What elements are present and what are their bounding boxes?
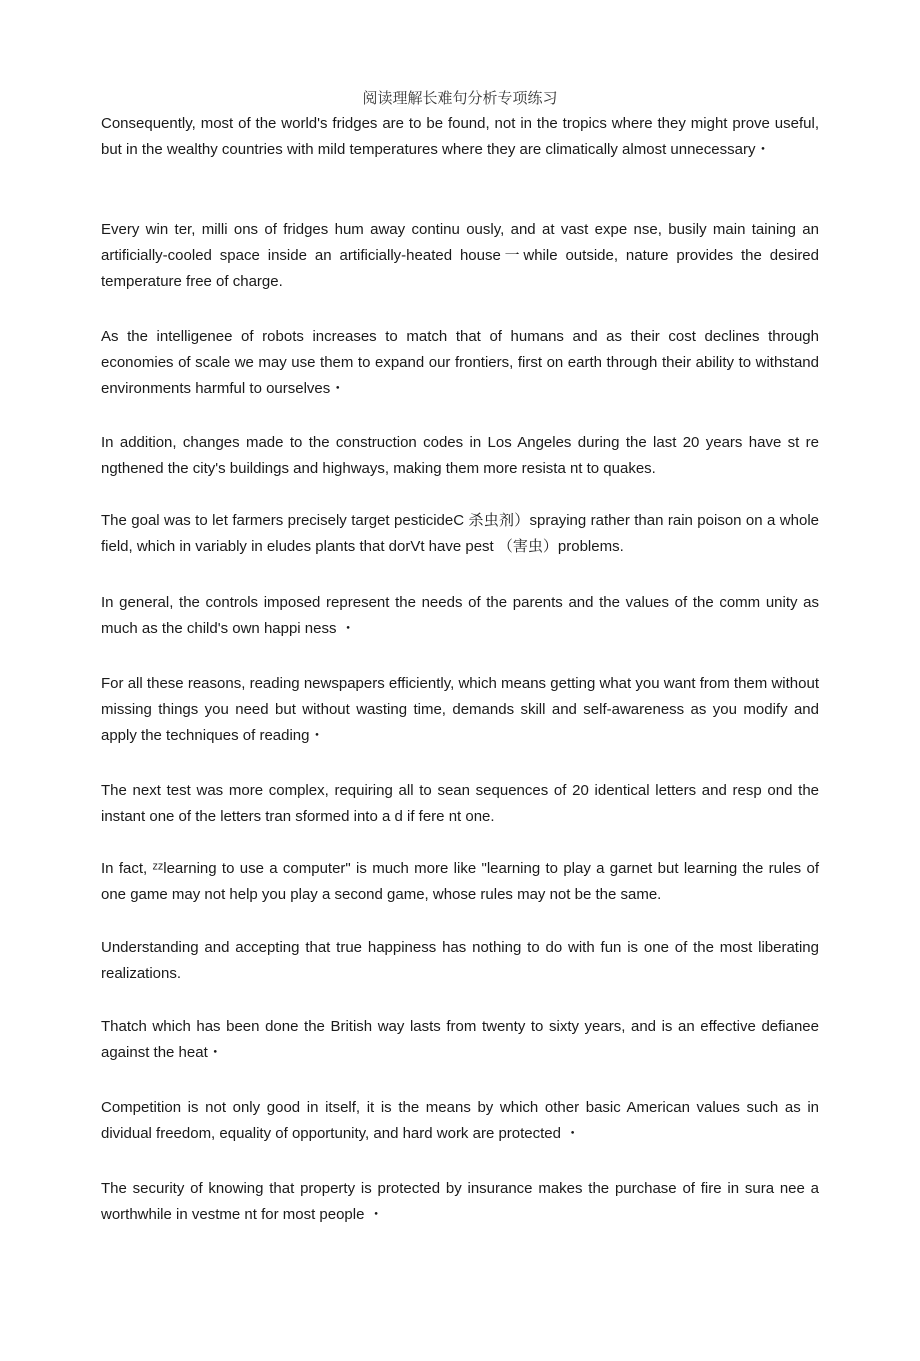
paragraph-4: In addition, changes made to the construction codes in Los Angeles during the last 20 years have st re ngthened the city's buildings and highways, making them more resista nt to quakes. <box>101 434 819 477</box>
paragraph-7: For all these reasons, reading newspapers efficiently, which means getting what you want from them without missing things you need but without wasting time, demands skill and self-awareness as you modify and apply the techniques of reading・ <box>101 675 819 744</box>
paragraph-1: Consequently, most of the world's fridges are to be found, not in the tropics where they might prove useful, but in the wealthy countries with mild temperatures where they are climatically almost unnecessary・ <box>101 115 819 158</box>
paragraph-12: Competition is not only good in itself, it is the means by which other basic American values such as in dividual freedom, equality of opportunity, and hard work are protected ・ <box>101 1099 819 1142</box>
paragraph-9: In fact, ᶻᶻlearning to use a computer" is much more like "learning to play a garnet but learning the rules of one game may not help you play a second game, whose rules may not be the same. <box>101 860 819 903</box>
paragraph-2: Every win ter, milli ons of fridges hum away continu ously, and at vast expe nse, busily main taining an artificially-cooled space inside an artificially-heated house一while outside, nature provides the desired temperature free of charge. <box>101 221 819 290</box>
page-title: 阅读理解长难句分析专项练习 <box>362 89 558 107</box>
paragraph-10: Understanding and accepting that true happiness has nothing to do with fun is one of the most liberating realizations. <box>101 939 819 982</box>
paragraph-8: The next test was more complex, requiring all to sean sequences of 20 identical letters and resp ond the instant one of the letters tran sformed into a d if fere nt one. <box>101 782 819 825</box>
paragraph-6: In general, the controls imposed represent the needs of the parents and the values of the comm unity as much as the child's own happi ness ・ <box>101 594 819 637</box>
paragraph-3: As the intelligenee of robots increases to match that of humans and as their cost declines through economies of scale we may use them to expand our frontiers, first on earth through their ability to withstand environments harmful to ourselves・ <box>101 328 819 397</box>
paragraph-13: The security of knowing that property is protected by insurance makes the purchase of fire in sura nee a worthwhile in vestme nt for most people ・ <box>101 1180 819 1223</box>
paragraph-5: The goal was to let farmers precisely target pesticideC 杀虫剂）spraying rather than rain poison on a whole field, which in variably in eludes plants that dorVt have pest （害虫）problems. <box>101 512 819 555</box>
paragraph-11: Thatch which has been done the British way lasts from twenty to sixty years, and is an effective defianee against the heat・ <box>101 1018 819 1061</box>
